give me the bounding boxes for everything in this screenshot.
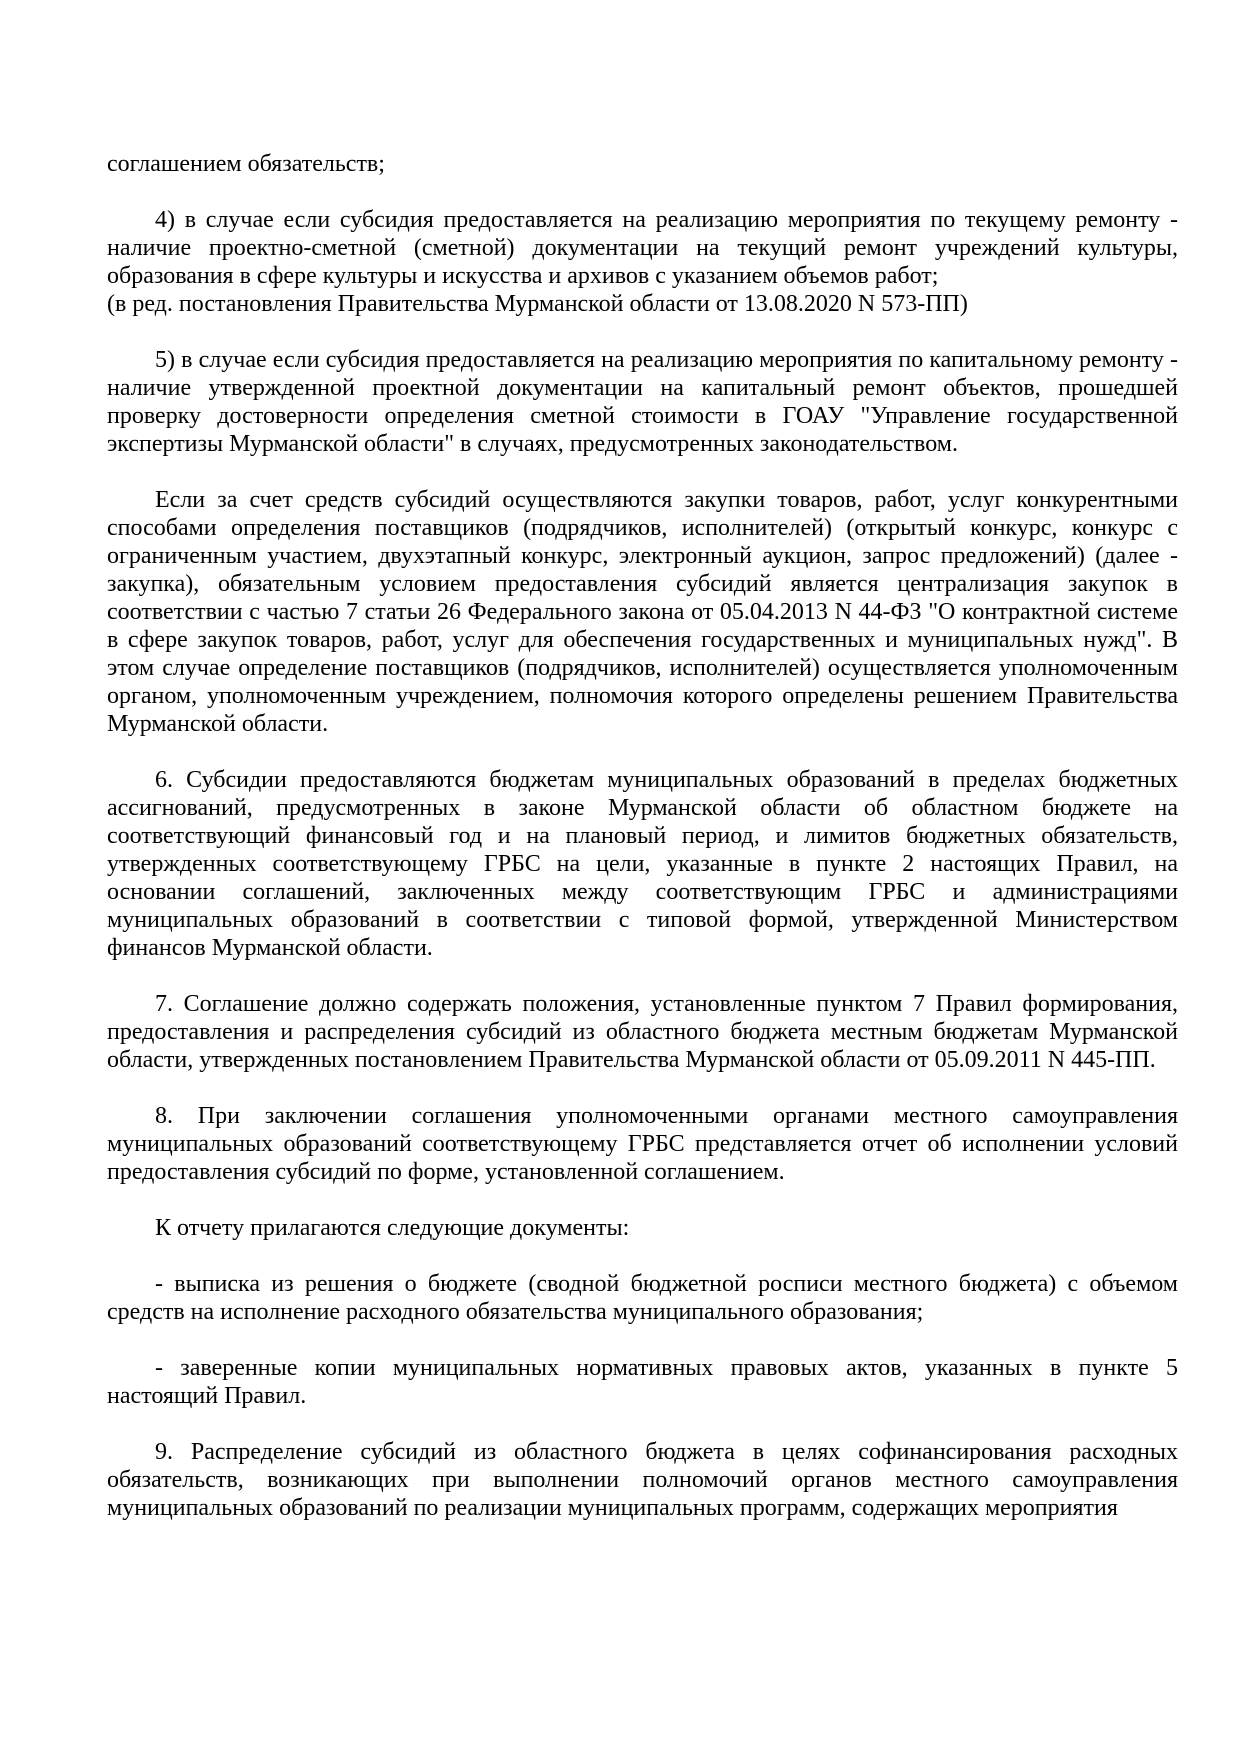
paragraph-report-doc-2: - заверенные копии муниципальных нормативных правовых актов, указанных в пункте 5 настоящий Правил. [107,1355,1178,1409]
paragraph-point-6: 6. Субсидии предоставляются бюджетам муниципальных образований в пределах бюджетных ассигнований, предусмотренных в законе Мурманской области об областном бюджете на соответствующий финансовый год и на плановый период, и лимитов бюджетных обязательств, утвержденных соответствующему ГРБС на цели, указанные в пункте 2 настоящих Правил, на основании соглашений, заключенных между соответствующим ГРБС и администрациями муниципальных образований в соответствии с типовой формой, утвержденной Министерством финансов Мурманской области. [107,767,1178,961]
paragraph-item-5: 5) в случае если субсидия предоставляется на реализацию мероприятия по капитальному ремонту - наличие утвержденной проектной документации на капитальный ремонт объектов, прошедшей проверку достоверности определения сметной стоимости в ГОАУ "Управление государственной экспертизы Мурманской области" в случаях, предусмотренных законодательством. [107,347,1178,457]
paragraph-continuation: соглашением обязательств; [107,151,385,177]
paragraph-item-4: 4) в случае если субсидия предоставляется на реализацию мероприятия по текущему ремонту - наличие проектно-сметной (сметной) документации на текущий ремонт учреждений культуры, образования в сфере культуры и искусства и архивов с указанием объемов работ; [107,207,1178,289]
paragraph-procurement: Если за счет средств субсидий осуществляются закупки товаров, работ, услуг конкурентными способами определения поставщиков (подрядчиков, исполнителей) (открытый конкурс, конкурс с ограниченным участием, двухэтапный конкурс, электронный аукцион, запрос предложений) (далее - закупка), обязательным условием предоставления субсидий является централизация закупок в соответствии с частью 7 статьи 26 Федерального закона от 05.04.2013 N 44-ФЗ "О контрактной системе в сфере закупок товаров, работ, услуг для обеспечения государственных и муниципальных нужд". В этом случае определение поставщиков (подрядчиков, исполнителей) осуществляется уполномоченным органом, уполномоченным учреждением, полномочия которого определены решением Правительства Мурманской области. [107,487,1178,737]
paragraph-point-7: 7. Соглашение должно содержать положения, установленные пунктом 7 Правил формирования, предоставления и распределения субсидий из областного бюджета местным бюджетам Мурманской области, утвержденных постановлением Правительства Мурманской области от 05.09.2011 N 445-ПП. [107,991,1178,1073]
document-content [107,150,1178,1522]
paragraph-report-intro: К отчету прилагаются следующие документы: [155,1215,630,1241]
paragraph-report-doc-1: - выписка из решения о бюджете (сводной бюджетной росписи местного бюджета) с объемом средств на исполнение расходного обязательства муниципального образования; [107,1271,1178,1325]
paragraph-edition-note: (в ред. постановления Правительства Мурманской области от 13.08.2020 N 573-ПП) [107,291,968,317]
paragraph-point-8: 8. При заключении соглашения уполномоченными органами местного самоуправления муниципальных образований соответствующему ГРБС представляется отчет об исполнении условий предоставления субсидий по форме, установленной соглашением. [107,1103,1178,1185]
paragraph-point-9: 9. Распределение субсидий из областного бюджета в целях софинансирования расходных обязательств, возникающих при выполнении полномочий органов местного самоуправления муниципальных образований по реализации муниципальных программ, содержащих мероприятия [107,1439,1178,1521]
